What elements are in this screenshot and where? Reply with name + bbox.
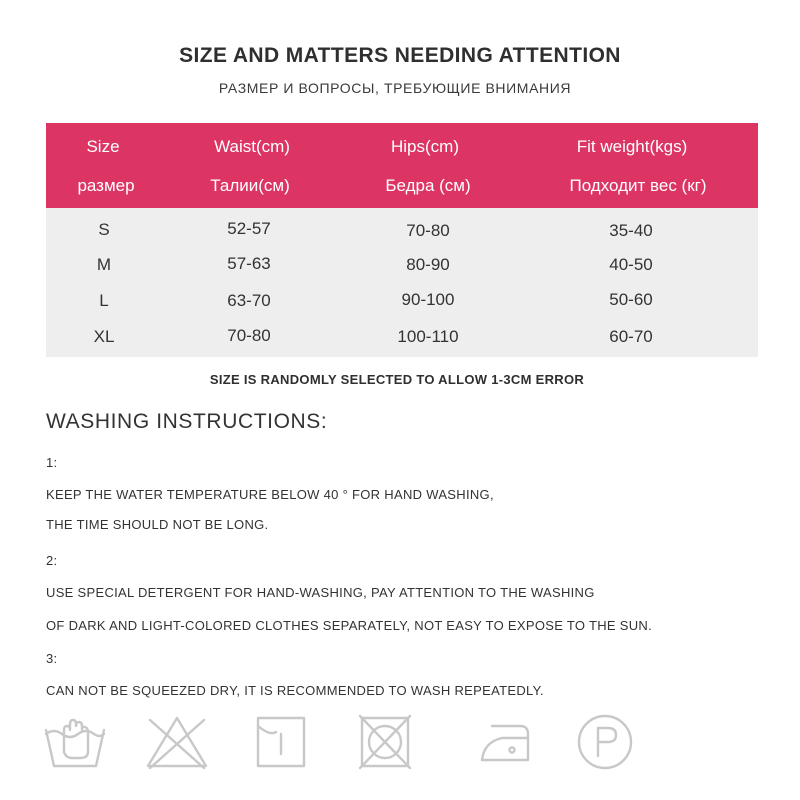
washing-line: OF DARK AND LIGHT-COLORED CLOTHES SEPARATELY, NOT EASY TO EXPOSE TO THE SUN. [46, 618, 653, 633]
row-xl-weight: 60-70 [609, 327, 653, 346]
page-title: SIZE AND MATTERS NEEDING ATTENTION [179, 44, 621, 67]
header-fit-weight: Fit weight(kgs) [576, 137, 688, 156]
header-hips: Hips(cm) [391, 137, 459, 156]
professional-dry-clean-p-icon [570, 712, 640, 772]
care-icons-row [0, 712, 800, 782]
iron-low-icon [468, 712, 538, 772]
row-m-hips: 80-90 [406, 255, 450, 274]
row-m-size: M [96, 255, 112, 274]
row-xl-waist: 70-80 [227, 326, 271, 345]
header-size: Size [86, 137, 120, 156]
hand-wash-icon [40, 712, 110, 772]
do-not-bleach-icon [142, 712, 212, 772]
row-l-hips: 90-100 [401, 290, 455, 309]
size-table-body [46, 208, 758, 357]
washing-line: USE SPECIAL DETERGENT FOR HAND-WASHING, PAY ATTENTION TO THE WASHING [46, 585, 595, 600]
line-dry-icon [246, 712, 316, 772]
header-fit-weight-ru: Подходит вес (кг) [569, 176, 707, 195]
size-table [46, 123, 758, 357]
page-subtitle: РАЗМЕР И ВОПРОСЫ, ТРЕБУЮЩИЕ ВНИМАНИЯ [218, 80, 572, 96]
do-not-tumble-dry-icon [350, 712, 420, 772]
row-l-size: L [99, 291, 109, 310]
row-xl-hips: 100-110 [397, 327, 459, 346]
washing-line: KEEP THE WATER TEMPERATURE BELOW 40 ° FOR HAND WASHING, [46, 487, 494, 502]
washing-step-number: 3: [46, 651, 58, 666]
header-waist: Waist(cm) [214, 137, 290, 156]
header-hips-ru: Бедра (см) [385, 176, 471, 195]
washing-line: THE TIME SHOULD NOT BE LONG. [46, 517, 269, 532]
washing-step-number: 1: [46, 455, 58, 470]
size-table-header [46, 123, 758, 208]
row-l-weight: 50-60 [609, 290, 653, 309]
row-m-waist: 57-63 [227, 254, 271, 273]
row-m-weight: 40-50 [609, 255, 653, 274]
row-s-waist: 52-57 [227, 219, 271, 238]
row-s-size: S [98, 220, 110, 239]
row-s-hips: 70-80 [406, 221, 450, 240]
size-error-note: SIZE IS RANDOMLY SELECTED TO ALLOW 1-3CM ERROR [209, 372, 585, 387]
washing-line: CAN NOT BE SQUEEZED DRY, IT IS RECOMMENDED TO WASH REPEATEDLY. [46, 683, 544, 698]
washing-step-number: 2: [46, 553, 58, 568]
header-waist-ru: Талии(см) [210, 176, 290, 195]
header-size-ru: размер [77, 176, 135, 195]
row-l-waist: 63-70 [227, 291, 271, 310]
washing-heading: WASHING INSTRUCTIONS: [46, 410, 328, 433]
row-xl-size: XL [93, 327, 115, 346]
row-s-weight: 35-40 [609, 221, 653, 240]
